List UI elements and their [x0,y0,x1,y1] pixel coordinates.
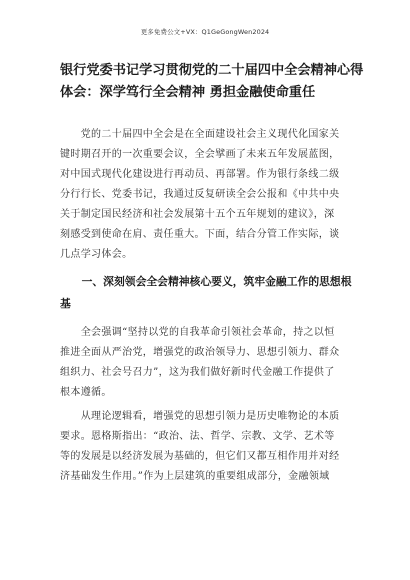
text-line: 刻感受到使命在肩、责任重大。下面，结合分管工作实际，谈 [60,229,340,240]
text-line: 等的发展是以经济发展为基础的，但它们又都互相作用并对经 [60,451,340,462]
document-title [60,60,364,104]
text-line: 对中国式现代化建设进行再动员、再部署。作为银行条线二级 [60,169,340,180]
heading-line: 一、深刻领会全会精神核心要义，筑牢金融工作的思想根 [60,275,352,288]
text-line: 分行行长、党委书记，我通过反复研读全会公报和《中共中央 [60,189,340,200]
document-body [60,125,360,487]
heading-line: 基 [60,297,71,310]
paragraph-intro [60,125,360,265]
text-line: 关于制定国民经济和社会发展第十五个五年规划的建议》，深 [60,209,335,220]
text-line: 键时期召开的一次重要会议，全会擘画了未来五年发展蓝图， [60,149,340,160]
text-line: 全会强调“坚持以党的自我革命引领社会革命，持之以恒 [60,327,335,338]
text-line: 要求。恩格斯指出：“政治、法、哲学、宗教、文学、艺术等 [60,431,335,442]
text-line: 推进全面从严治党，增强党的政治领导力、思想引领力、群众 [60,347,340,358]
paragraph-theory [60,407,360,487]
section-heading [60,271,360,315]
text-line: 组织力、社会号召力”，这为我们做好新时代金融工作提供了 [60,367,335,378]
text-line: 根本遵循。 [60,387,112,398]
text-line: 党的二十届四中全会是在全面建设社会主义现代化国家关 [60,129,340,140]
paragraph-guidance [60,323,360,403]
text-line: 从理论逻辑看，增强党的思想引领力是历史唯物论的本质 [60,411,340,422]
title-line: 银行党委书记学习贯彻党的二十届四中全会精神心得 [60,63,364,78]
text-line: 几点学习体会。 [60,249,133,260]
text-line: 济基础发生作用。”作为上层建筑的重要组成部分，金融领域 [60,471,330,482]
header-note: 更多免费公文+VX：Q1GeGongWen2024 [140,28,270,36]
title-line: 体会：深学笃行全会精神 勇担金融使命重任 [60,85,316,100]
